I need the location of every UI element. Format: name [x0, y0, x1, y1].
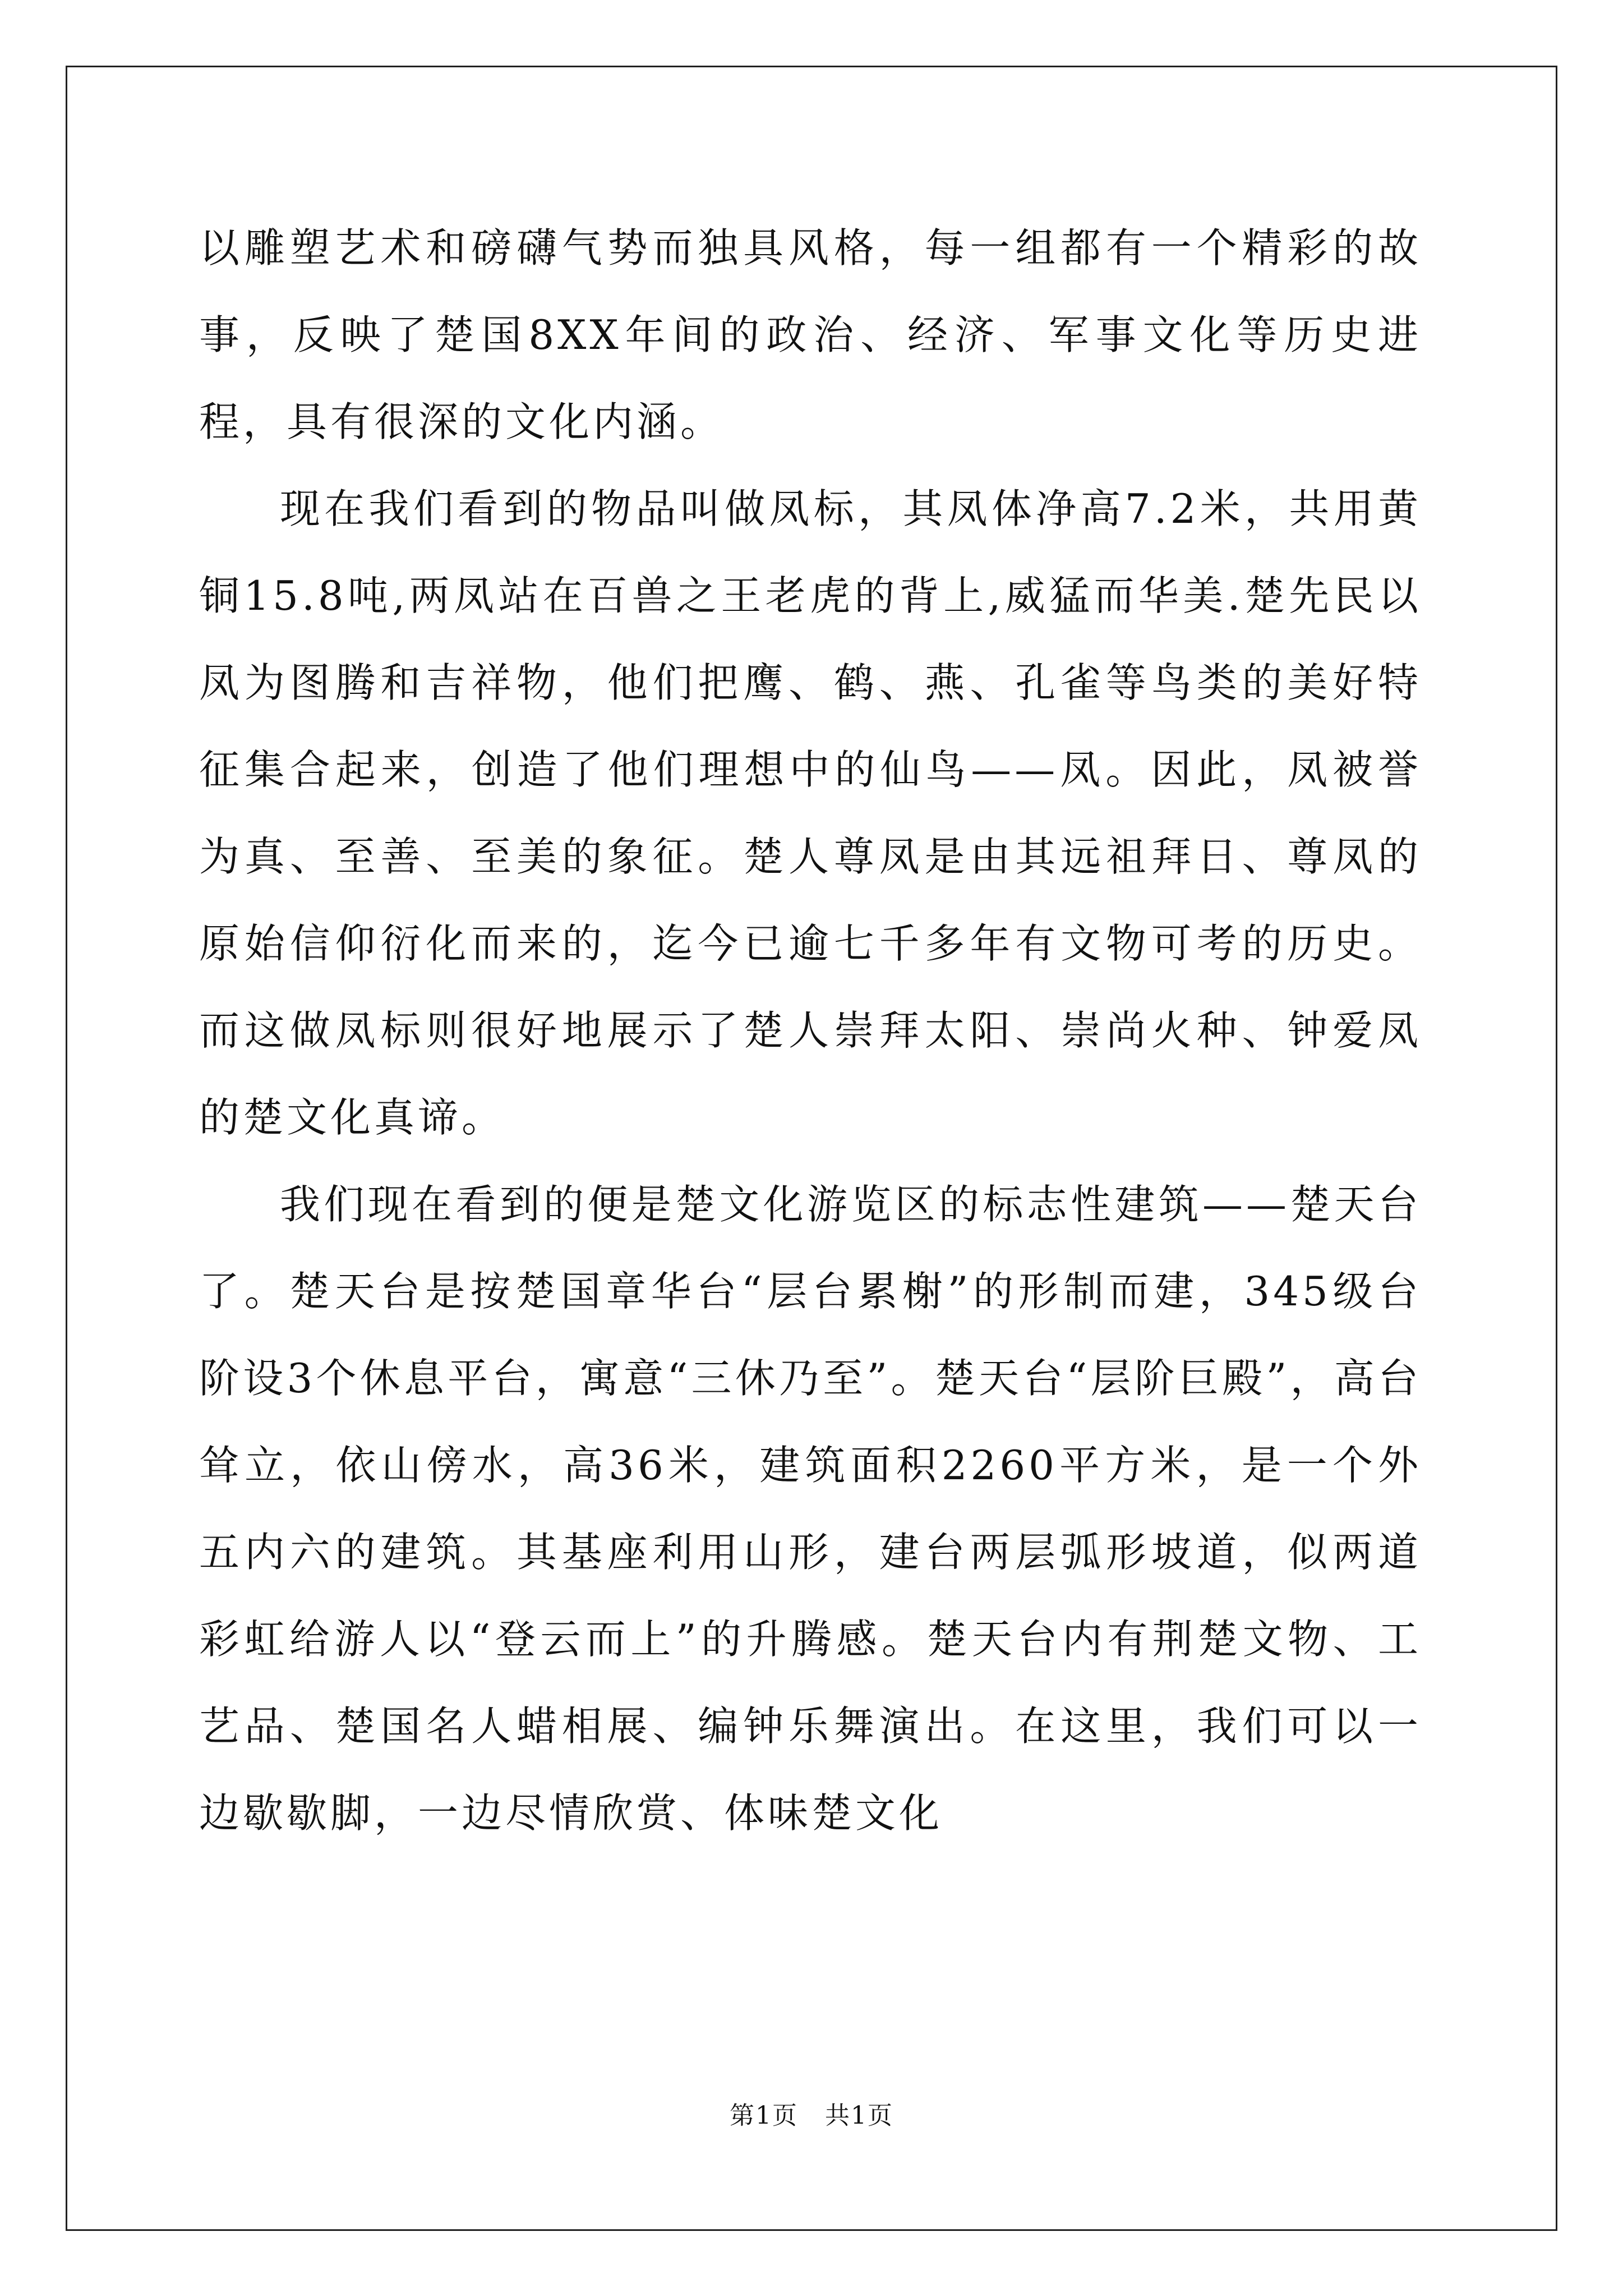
page-number-current: 第1页 [730, 2101, 798, 2130]
page-footer [0, 2095, 1623, 2131]
paragraph-3: 我们现在看到的便是楚文化游览区的标志性建筑——楚天台了。楚天台是按楚国章华台“层台累榭”的形制而建，345级台阶设3个休息平台，寓意“三休乃至”。楚天台“层阶巨殿”，高台耸立，依山傍水，高36米，建筑面积2260平方米，是一个外五内六的建筑。其基座利用山形，建台两层弧形坡道，似两道彩虹给游人以“登云而上”的升腾感。楚天台内有荆楚文物、工艺品、楚国名人蜡相展、编钟乐舞演出。在这里，我们可以一边歇歇脚，一边尽情欣赏、体味楚文化 [199, 1181, 1422, 1837]
document-body [199, 205, 1422, 1857]
page-number-total: 共1页 [825, 2101, 893, 2130]
paragraph-1: 以雕塑艺术和磅礴气势而独具风格，每一组都有一个精彩的故事，反映了楚国8XX年间的政治、经济、军事文化等历史进程，具有很深的文化内涵。 [199, 224, 1422, 445]
paragraph-2: 现在我们看到的物品叫做凤标，其凤体净高7.2米，共用黄铜15.8吨,两凤站在百兽之王老虎的背上,威猛而华美.楚先民以凤为图腾和吉祥物，他们把鹰、鹤、燕、孔雀等鸟类的美好特征集合起来，创造了他们理想中的仙鸟——凤。因此，凤被誉为真、至善、至美的象征。楚人尊凤是由其远祖拜日、尊凤的原始信仰衍化而来的，迄今已逾七千多年有文物可考的历史。而这做凤标则很好地展示了楚人崇拜太阳、崇尚火种、钟爱凤的楚文化真谛。 [199, 485, 1422, 1141]
